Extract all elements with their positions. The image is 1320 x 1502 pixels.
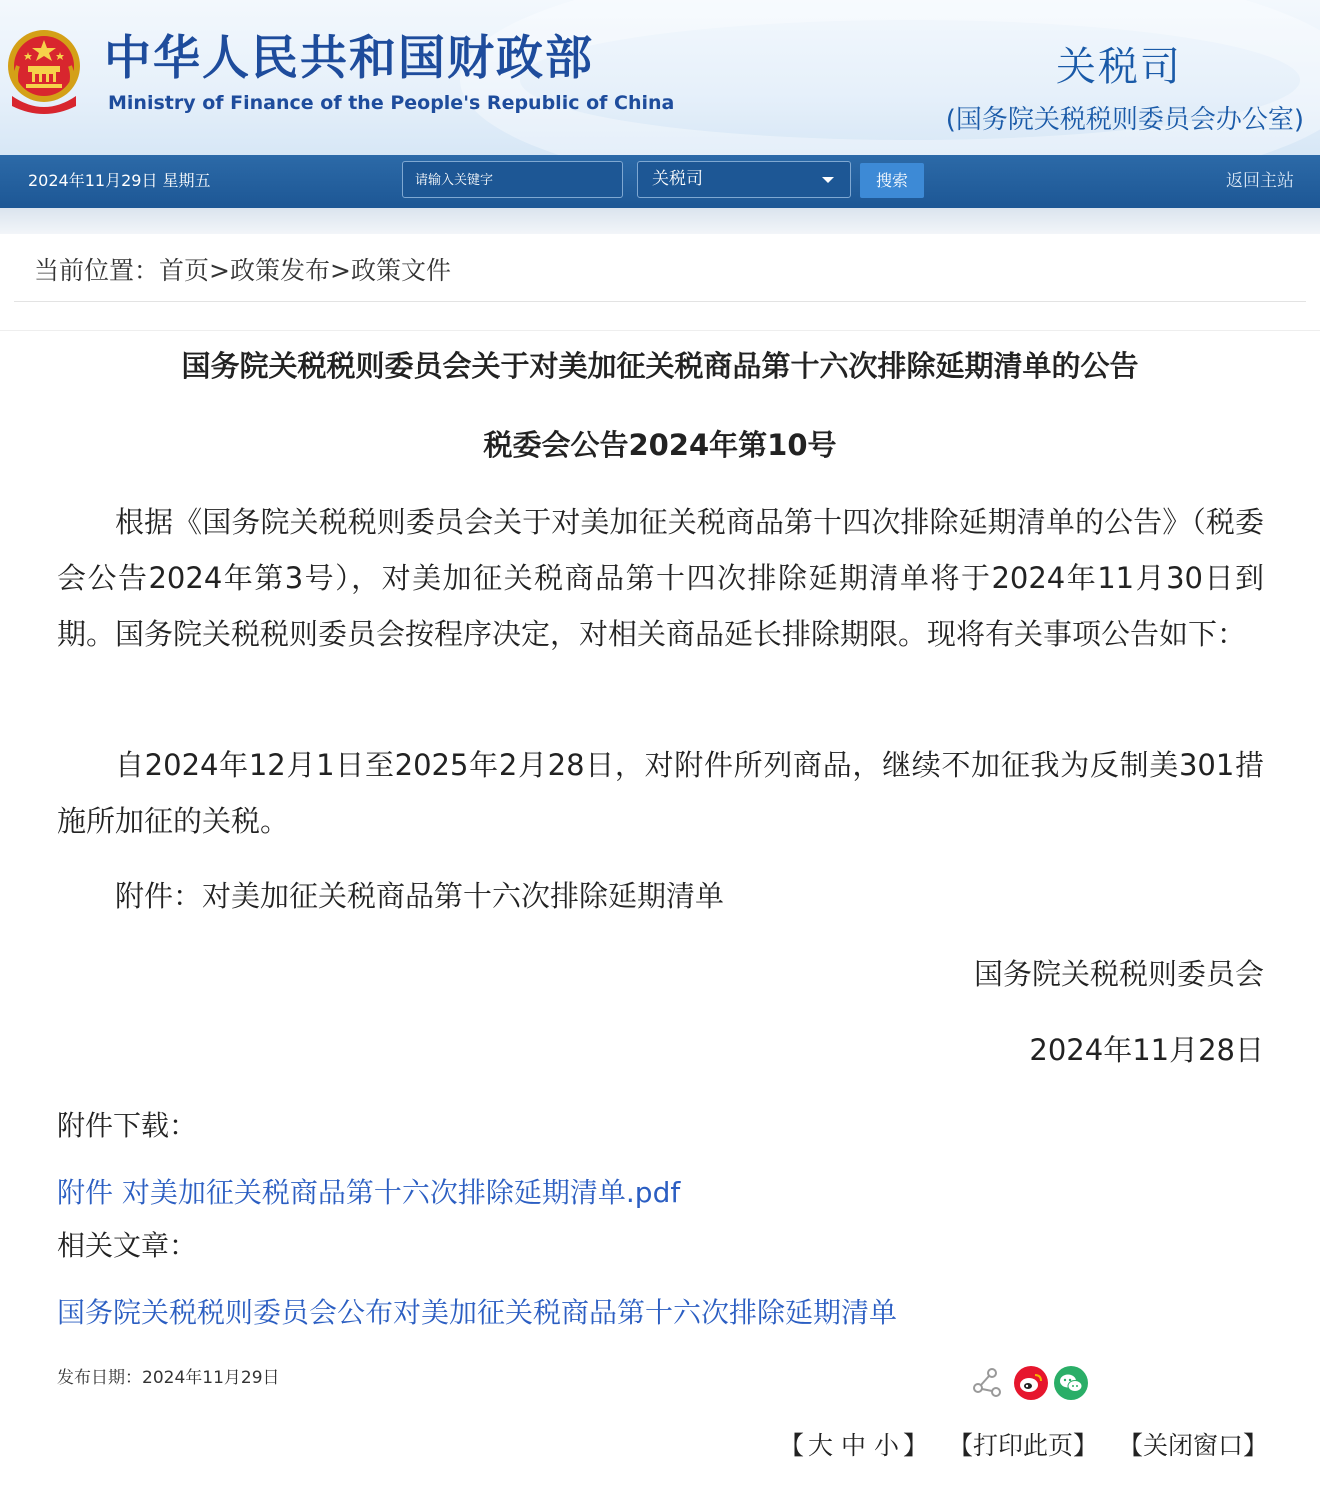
related-articles-label: 相关文章： (57, 1229, 198, 1262)
related-article-link[interactable]: 国务院关税税则委员会公布对美加征关税商品第十六次排除延期清单 (57, 1296, 898, 1329)
attachment-download-label: 附件下载： (57, 1109, 198, 1142)
divider (0, 330, 1320, 331)
wechat-icon[interactable] (1054, 1366, 1088, 1400)
article-paragraph: 根据《国务院关税税则委员会关于对美加征关税商品第十四次排除延期清单的公告》（税委会公告2024年第3号），对美加征关税商品第十四次排除延期清单将于2024年11月30日到期。国务院关税税则委员会按程序决定，对相关商品延长排除期限。现将有关事项公告如下： (57, 505, 1264, 651)
ministry-name-cn: 中华人民共和国财政部 (104, 31, 594, 86)
document-number: 税委会公告2024年第10号 (483, 428, 837, 462)
breadcrumb-home[interactable]: 首页 (159, 256, 210, 285)
font-size-bracket-close: 】 (903, 1431, 929, 1460)
search-button[interactable]: 搜索 (860, 163, 924, 198)
publish-date: 发布日期：2024年11月29日 (57, 1368, 280, 1388)
share-network-icon[interactable] (970, 1366, 1004, 1400)
department-name: 关税司 (1056, 44, 1182, 90)
top-nav-bar (0, 155, 1320, 208)
font-size-bracket-open: 【 (778, 1431, 804, 1460)
font-size-large[interactable]: 大 (808, 1431, 834, 1460)
search-scope-value: 关税司 (652, 169, 703, 189)
font-size-small[interactable]: 小 (874, 1431, 900, 1460)
department-subtitle: (国务院关税税则委员会办公室) (945, 105, 1304, 135)
breadcrumb-separator: > (330, 256, 351, 285)
national-emblem-icon (4, 26, 84, 116)
weibo-icon[interactable] (1014, 1366, 1048, 1400)
breadcrumb-policy-documents[interactable]: 政策文件 (350, 256, 451, 285)
breadcrumb (14, 250, 1306, 302)
search-scope-select[interactable] (637, 161, 851, 198)
breadcrumb-prefix: 当前位置： (34, 256, 160, 285)
signing-date: 2024年11月28日 (1029, 1033, 1264, 1067)
font-size-medium[interactable]: 中 (841, 1431, 867, 1460)
attachment-pdf-link[interactable]: 附件 对美加征关税商品第十六次排除延期清单.pdf (57, 1176, 681, 1209)
article-title: 国务院关税税则委员会关于对美加征关税商品第十六次排除延期清单的公告 (181, 349, 1139, 383)
signer: 国务院关税税则委员会 (973, 957, 1264, 991)
article-attachment-note: 附件：对美加征关税商品第十六次排除延期清单 (115, 879, 725, 913)
article-paragraph: 自2024年12月1日至2025年2月28日，对附件所列商品，继续不加征我为反制美301措施所加征的关税。 (57, 748, 1264, 838)
site-header (0, 0, 1320, 155)
print-page-button[interactable]: 【打印此页】 (948, 1431, 1099, 1460)
ministry-name-en: Ministry of Finance of the People's Republic of China (108, 92, 675, 114)
nav-shadow (0, 208, 1320, 234)
return-home-link[interactable]: 返回主站 (1226, 171, 1294, 191)
chevron-down-icon (822, 177, 834, 183)
breadcrumb-separator: > (209, 256, 230, 285)
breadcrumb-policy-release[interactable]: 政策发布 (229, 256, 330, 285)
current-date: 2024年11月29日 星期五 (28, 171, 211, 190)
search-input[interactable] (402, 161, 623, 198)
page-tools (779, 1424, 1268, 1468)
close-window-button[interactable]: 【关闭窗口】 (1117, 1431, 1268, 1460)
